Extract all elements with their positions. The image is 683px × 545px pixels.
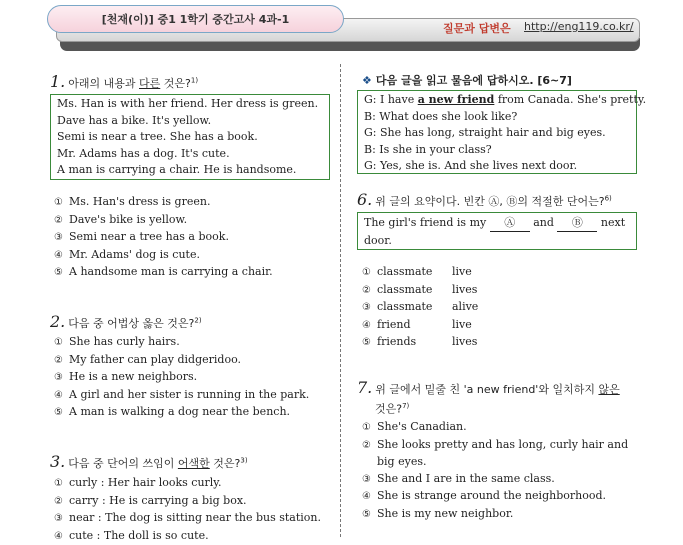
option-item[interactable]: [362, 264, 478, 282]
q3-prompt-text: 다음 중 단어의 쓰임이: [68, 457, 178, 470]
summary-text: next: [601, 216, 625, 229]
option-text: Semi near a tree has a book.: [69, 230, 229, 243]
passage-line: Ms. Han is with her friend. Her dress is green.: [57, 96, 323, 113]
option-item[interactable]: [54, 493, 321, 511]
option-item[interactable]: [362, 506, 628, 524]
page-header: [0, 0, 683, 60]
q7-prompt-line-1: [357, 380, 620, 398]
question-2-options: [54, 334, 309, 422]
option-text: He is a new neighbors.: [69, 370, 197, 383]
option-text: She has curly hairs.: [69, 335, 180, 348]
q3-prompt-underlined: 어색한: [178, 457, 210, 470]
question-6-number: 6.: [357, 190, 372, 209]
option-item[interactable]: [362, 282, 478, 300]
summary-text: and: [533, 216, 554, 229]
option-marker: ②: [54, 353, 69, 370]
option-text: She is my new neighbor.: [377, 507, 513, 520]
option-text: curly : Her hair looks curly.: [69, 476, 222, 489]
option-marker: ②: [54, 213, 69, 230]
option-item[interactable]: [362, 419, 628, 437]
option-marker: ③: [54, 230, 69, 247]
option-item[interactable]: [54, 352, 309, 370]
option-text: cute : The doll is so cute.: [69, 529, 209, 542]
q7-prompt-end: 것은?: [375, 403, 402, 416]
option-text: She and I are in the same class.: [377, 472, 555, 485]
option-text: My father can play didgeridoo.: [69, 353, 241, 366]
option-item[interactable]: [362, 334, 478, 352]
question-3-number: 3.: [50, 452, 65, 471]
option-marker: ④: [54, 248, 69, 265]
blank-b: Ⓑ: [557, 214, 597, 232]
option-item[interactable]: [362, 299, 478, 317]
option-item[interactable]: [362, 437, 628, 455]
question-1-options: [54, 194, 273, 282]
option-word-a: friend: [377, 317, 452, 334]
option-word-a: classmate: [377, 299, 452, 316]
option-text: Ms. Han's dress is green.: [69, 195, 210, 208]
option-item[interactable]: [362, 488, 628, 506]
option-item[interactable]: [54, 510, 321, 528]
dialog-line: [364, 92, 630, 109]
option-marker: ⑤: [362, 507, 377, 524]
dialog-line: G: Yes, she is. And she lives next door.: [364, 158, 630, 175]
option-word-b: live: [452, 318, 472, 331]
question-1-number: 1.: [50, 72, 65, 91]
option-text: A girl and her sister is running in the park.: [69, 388, 309, 401]
dialog-underlined-phrase: a new friend: [418, 93, 495, 106]
option-item[interactable]: [54, 264, 273, 282]
option-word-b: lives: [452, 335, 477, 348]
option-word-a: friends: [377, 334, 452, 351]
option-marker: ④: [54, 388, 69, 405]
passage-line: Mr. Adams has a dog. It's cute.: [57, 146, 323, 163]
option-text: big eyes.: [377, 455, 426, 468]
option-marker: ②: [362, 438, 377, 455]
question-1-prompt: [50, 72, 198, 91]
question-2-number: 2.: [50, 312, 65, 331]
q1-prompt-underlined: 다른: [139, 77, 160, 90]
option-text: carry : He is carrying a big box.: [69, 494, 247, 507]
dialog-passage: [357, 90, 637, 174]
summary-line: [364, 214, 630, 232]
option-marker: ③: [54, 511, 69, 528]
option-item[interactable]: [54, 229, 273, 247]
option-marker: ②: [362, 283, 377, 300]
dialog-text: from Canada. She's pretty.: [494, 93, 646, 106]
option-marker: ①: [54, 195, 69, 212]
option-marker: ⑤: [362, 335, 377, 352]
option-text: Dave's bike is yellow.: [69, 213, 187, 226]
summary-line: door.: [364, 232, 630, 249]
q1-footnote: 1): [191, 76, 198, 84]
option-item[interactable]: [54, 404, 309, 422]
option-item[interactable]: [54, 387, 309, 405]
q7-prompt-line-2: [357, 398, 620, 418]
dialog-text: G: I have: [364, 93, 418, 106]
option-text: near : The dog is sitting near the bus station.: [69, 511, 321, 524]
question-2-prompt: [50, 312, 202, 331]
dialog-line: B: Is she in your class?: [364, 142, 630, 159]
option-item[interactable]: [54, 247, 273, 265]
option-text: A handsome man is carrying a chair.: [69, 265, 273, 278]
option-item[interactable]: [54, 475, 321, 493]
option-marker: ④: [362, 489, 377, 506]
q6-footnote: 6): [605, 194, 612, 202]
q1-prompt-text: 아래의 내용과: [68, 77, 139, 90]
passage-line: Semi is near a tree. She has a book.: [57, 129, 323, 146]
option-word-b: alive: [452, 300, 478, 313]
blank-a: Ⓐ: [490, 214, 530, 232]
option-item[interactable]: [54, 528, 321, 545]
q3-prompt-end: 것은?: [210, 457, 241, 470]
option-marker: ④: [54, 529, 69, 545]
question-6-summary: [357, 212, 637, 250]
option-item-continuation: [362, 454, 628, 471]
dialog-line: G: She has long, straight hair and big eyes.: [364, 125, 630, 142]
q7-prompt-text: 위 글에서 밑줄 친 'a new friend'와 일치하지: [375, 383, 598, 396]
column-divider: [340, 64, 341, 537]
instruction-text: 다음 글을 읽고 물음에 답하시오. [6~7]: [376, 74, 572, 87]
option-marker: ③: [54, 370, 69, 387]
dialog-line: B: What does she look like?: [364, 109, 630, 126]
option-word-b: live: [452, 265, 472, 278]
question-6-options: [362, 264, 478, 352]
q7-footnote: 7): [402, 402, 409, 410]
question-7-number: 7.: [357, 378, 372, 397]
option-item[interactable]: [362, 317, 478, 335]
question-7-options: [362, 419, 628, 523]
option-item[interactable]: [54, 212, 273, 230]
group-instruction: [362, 72, 572, 88]
option-marker: ①: [54, 476, 69, 493]
option-text: Mr. Adams' dog is cute.: [69, 248, 200, 261]
q1-prompt-end: 것은?: [160, 77, 191, 90]
qa-label: 질문과 답변은: [443, 20, 511, 36]
option-marker: ①: [362, 420, 377, 437]
question-7-prompt: [357, 380, 620, 418]
option-word-a: classmate: [377, 282, 452, 299]
q7-prompt-underlined: 않은: [598, 383, 619, 396]
option-marker: ⑤: [54, 265, 69, 282]
q6-prompt-text: 위 글의 요약이다. 빈칸 Ⓐ, Ⓑ의 적절한 단어는?: [375, 195, 604, 208]
option-item[interactable]: [54, 334, 309, 352]
option-marker: ①: [54, 335, 69, 352]
question-3-options: [54, 475, 321, 545]
option-text: She looks pretty and has long, curly hair and: [377, 438, 628, 451]
option-marker: ①: [362, 265, 377, 282]
option-marker: ②: [54, 494, 69, 511]
question-1-passage: [50, 94, 330, 180]
option-text: A man is walking a dog near the bench.: [69, 405, 290, 418]
summary-text: The girl's friend is my: [364, 216, 486, 229]
option-marker: ⑤: [54, 405, 69, 422]
q3-footnote: 3): [240, 456, 247, 464]
option-item[interactable]: [54, 194, 273, 212]
diamond-icon: ❖: [362, 74, 372, 87]
question-6-prompt: [357, 190, 612, 209]
exam-title: [천재(이)] 중1 1학기 중간고사 4과-1: [47, 5, 344, 33]
option-text: She is strange around the neighborhood.: [377, 489, 606, 502]
option-item[interactable]: [362, 471, 628, 489]
option-item[interactable]: [54, 369, 309, 387]
q2-prompt-text: 다음 중 어법상 옳은 것은?: [68, 317, 194, 330]
site-link[interactable]: http://eng119.co.kr/: [524, 20, 634, 33]
question-3-prompt: [50, 452, 248, 471]
option-text: She's Canadian.: [377, 420, 467, 433]
option-marker: ④: [362, 318, 377, 335]
option-marker: ③: [362, 472, 377, 489]
passage-line: A man is carrying a chair. He is handsome.: [57, 162, 323, 179]
q2-footnote: 2): [194, 316, 201, 324]
option-word-b: lives: [452, 283, 477, 296]
passage-line: Dave has a bike. It's yellow.: [57, 113, 323, 130]
option-marker: ③: [362, 300, 377, 317]
option-word-a: classmate: [377, 264, 452, 281]
